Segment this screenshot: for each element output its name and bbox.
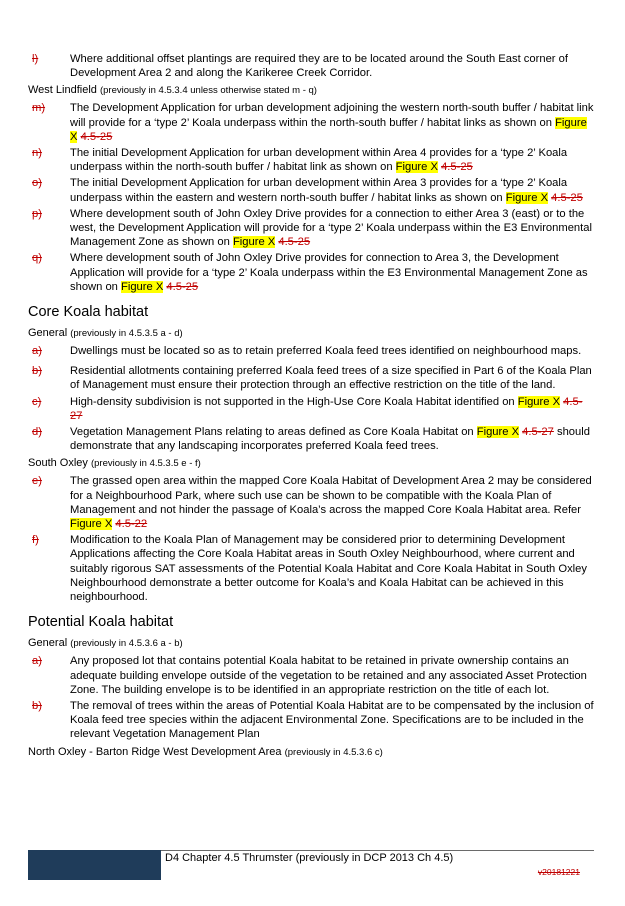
footer-color-bar	[28, 850, 161, 880]
item-text: Dwellings must be located so as to retain preferred Koala feed trees identified on neighbourhood maps.	[70, 345, 582, 358]
list-item-a	[28, 654, 594, 697]
subheading-note: (previously in 4.5.3.4 unless otherwise stated m - q)	[99, 85, 317, 97]
item-label: l)	[32, 53, 39, 65]
list-item-b	[28, 364, 594, 392]
item-text: High-density subdivision is not supported in the High-Use Core Koala Habitat identified on	[70, 395, 518, 408]
figure-reference: Figure X	[121, 280, 164, 293]
list-item-e	[28, 474, 594, 531]
item-text: Where development south of John Oxley Drive provides for a connection to either Area 3 (east) or to the west, the Development Application will provide for a ‘type 2’ Koala underpass within the E3 Environmental Management Zone as shown on	[70, 207, 592, 249]
figure-reference: Figure X	[70, 116, 587, 143]
section-heading-potential-koala-habitat: Potential Koala habitat	[28, 614, 174, 631]
subheading-west-lindfield	[28, 83, 594, 98]
subheading-title: West Lindfield	[28, 84, 97, 97]
item-label: n)	[32, 147, 42, 160]
subheading-north-oxley-barton-ridge	[28, 745, 594, 760]
item-text: Where development south of John Oxley Drive provides for connection to Area 3, the Development Application will provide for a ‘type 2’ Koala underpass within the E3 Environmental Management Zone as shown on	[70, 252, 588, 293]
deleted-figure-number: 4.5-25	[551, 191, 583, 204]
item-text: The Development Application for urban development adjoining the western north-south buffer / habitat link will provide for a ‘type 2’ Koala underpass within the north-south buffer / habitat links as shown on	[70, 102, 594, 129]
figure-reference: Figure X	[70, 518, 113, 531]
item-label: a)	[32, 655, 42, 668]
subheading-note: (previously in 4.5.3.6 a - b)	[70, 638, 183, 650]
subheading-title: North Oxley - Barton Ridge West Development Area	[28, 745, 282, 758]
item-text: The initial Development Application for urban development within Area 3 provides for a ‘type 2’ Koala underpass within the eastern and western north-south buffer / habitat links as shown on	[70, 177, 568, 204]
list-item-c	[28, 395, 594, 423]
deleted-figure-number: 4.5-25	[80, 130, 113, 143]
subheading-south-oxley	[28, 456, 594, 471]
figure-reference: Figure X	[517, 395, 561, 408]
list-item-p	[28, 207, 594, 250]
item-label: b)	[32, 699, 42, 712]
item-label: c)	[32, 395, 42, 408]
item-label: a)	[32, 345, 42, 358]
subheading-general	[28, 326, 594, 341]
figure-reference: Figure X	[395, 161, 438, 174]
item-label: o)	[32, 177, 42, 190]
item-text: Vegetation Management Plans relating to areas defined as Core Koala Habitat on	[70, 426, 477, 439]
item-text: Where additional offset plantings are required they are to be located around the South East corner of Development Area 2 and along the Karikeree Creek Corridor.	[70, 53, 568, 80]
list-item-m	[28, 101, 594, 144]
deleted-figure-number: 4.5-27	[522, 426, 554, 439]
item-label: f)	[32, 534, 39, 547]
list-item-a	[28, 344, 594, 358]
footer-rule	[161, 850, 594, 851]
deleted-figure-number: 4.5-25	[441, 161, 473, 174]
item-label: p)	[32, 207, 42, 220]
item-text: The grassed open area within the mapped Core Koala Habitat of Development Area 2 may be considered for a Neighbourhood Park, where such use can be shown to be compatible with the Koala Plan of Management and not hinder the passage of Koala’s across the mapped Core Koala Habitat area. Refer	[70, 475, 592, 516]
subheading-title: South Oxley	[28, 457, 88, 470]
subheading-note: (previously in 4.5.3.5 a - d)	[70, 328, 183, 340]
section-heading-core-koala-habitat: Core Koala habitat	[28, 304, 149, 321]
deleted-figure-number: 4.5-22	[115, 518, 148, 531]
deleted-figure-number: 4.5-27	[70, 395, 583, 422]
page-footer	[28, 850, 594, 880]
list-item-b	[28, 699, 594, 742]
item-text-continued: should demonstrate that any landscaping incorporates preferred Koala feed trees.	[70, 426, 590, 453]
item-label: q)	[32, 252, 42, 265]
footer-version: v20181221	[537, 867, 580, 877]
deleted-figure-number: 4.5-25	[166, 280, 199, 293]
item-text: Any proposed lot that contains potential Koala habitat to be retained in private ownership contains an adequate building envelope outside of the vegetation to be retained and any associated Asset Protection Zone. The building envelope is to be identified in an appropriate restriction on the title of each lot.	[70, 655, 587, 696]
document-page	[28, 52, 594, 763]
figure-reference: Figure X	[476, 426, 520, 439]
item-text: The initial Development Application for urban development within Area 4 provides for a ‘type 2’ Koala underpass within the north-south buffer / habitat link as shown on	[70, 147, 568, 174]
item-text: Modification to the Koala Plan of Management may be considered prior to determining Development Applications affecting the Core Koala Habitat areas in South Oxley Neighbourhood, where current and suitably rigorous SAT assessments of the Potential Koala Habitat and Core Koala Habitat in South Oxley Neighbourhood demonstrate a better outcome for Koala’s and Koala Habitat can be achieved in this neighbourhood.	[70, 534, 587, 604]
subheading-title: General	[28, 327, 68, 340]
figure-reference: Figure X	[505, 191, 549, 204]
item-text: The removal of trees within the areas of Potential Koala Habitat are to be compensated by the inclusion of Koala feed tree species within the adjacent Environmental Zone. Specifications are to be included in the relevant Vegetation Management Plan	[70, 699, 594, 741]
item-label: d)	[32, 426, 42, 439]
deleted-figure-number: 4.5-25	[278, 236, 311, 249]
list-item-q	[28, 251, 594, 294]
list-item-d	[28, 425, 594, 453]
list-item-n	[28, 146, 594, 174]
list-item-o	[28, 176, 594, 204]
subheading-general	[28, 636, 594, 651]
item-text: Residential allotments containing preferred Koala feed trees of a size specified in Part 6 of the Koala Plan of Management must ensure their protection through an effective restriction on the title of the land.	[70, 365, 592, 392]
item-label: e)	[32, 475, 42, 488]
subheading-title: General	[28, 637, 68, 650]
subheading-note: (previously in 4.5.3.6 c)	[284, 746, 383, 758]
subheading-note: (previously in 4.5.3.5 e - f)	[90, 458, 201, 470]
list-item-l	[28, 52, 594, 80]
item-label: m)	[32, 102, 46, 115]
list-item-f	[28, 533, 594, 604]
footer-chapter-title: D4 Chapter 4.5 Thrumster (previously in DCP 2013 Ch 4.5)	[165, 852, 454, 864]
item-label: b)	[32, 365, 42, 378]
figure-reference: Figure X	[232, 236, 276, 249]
